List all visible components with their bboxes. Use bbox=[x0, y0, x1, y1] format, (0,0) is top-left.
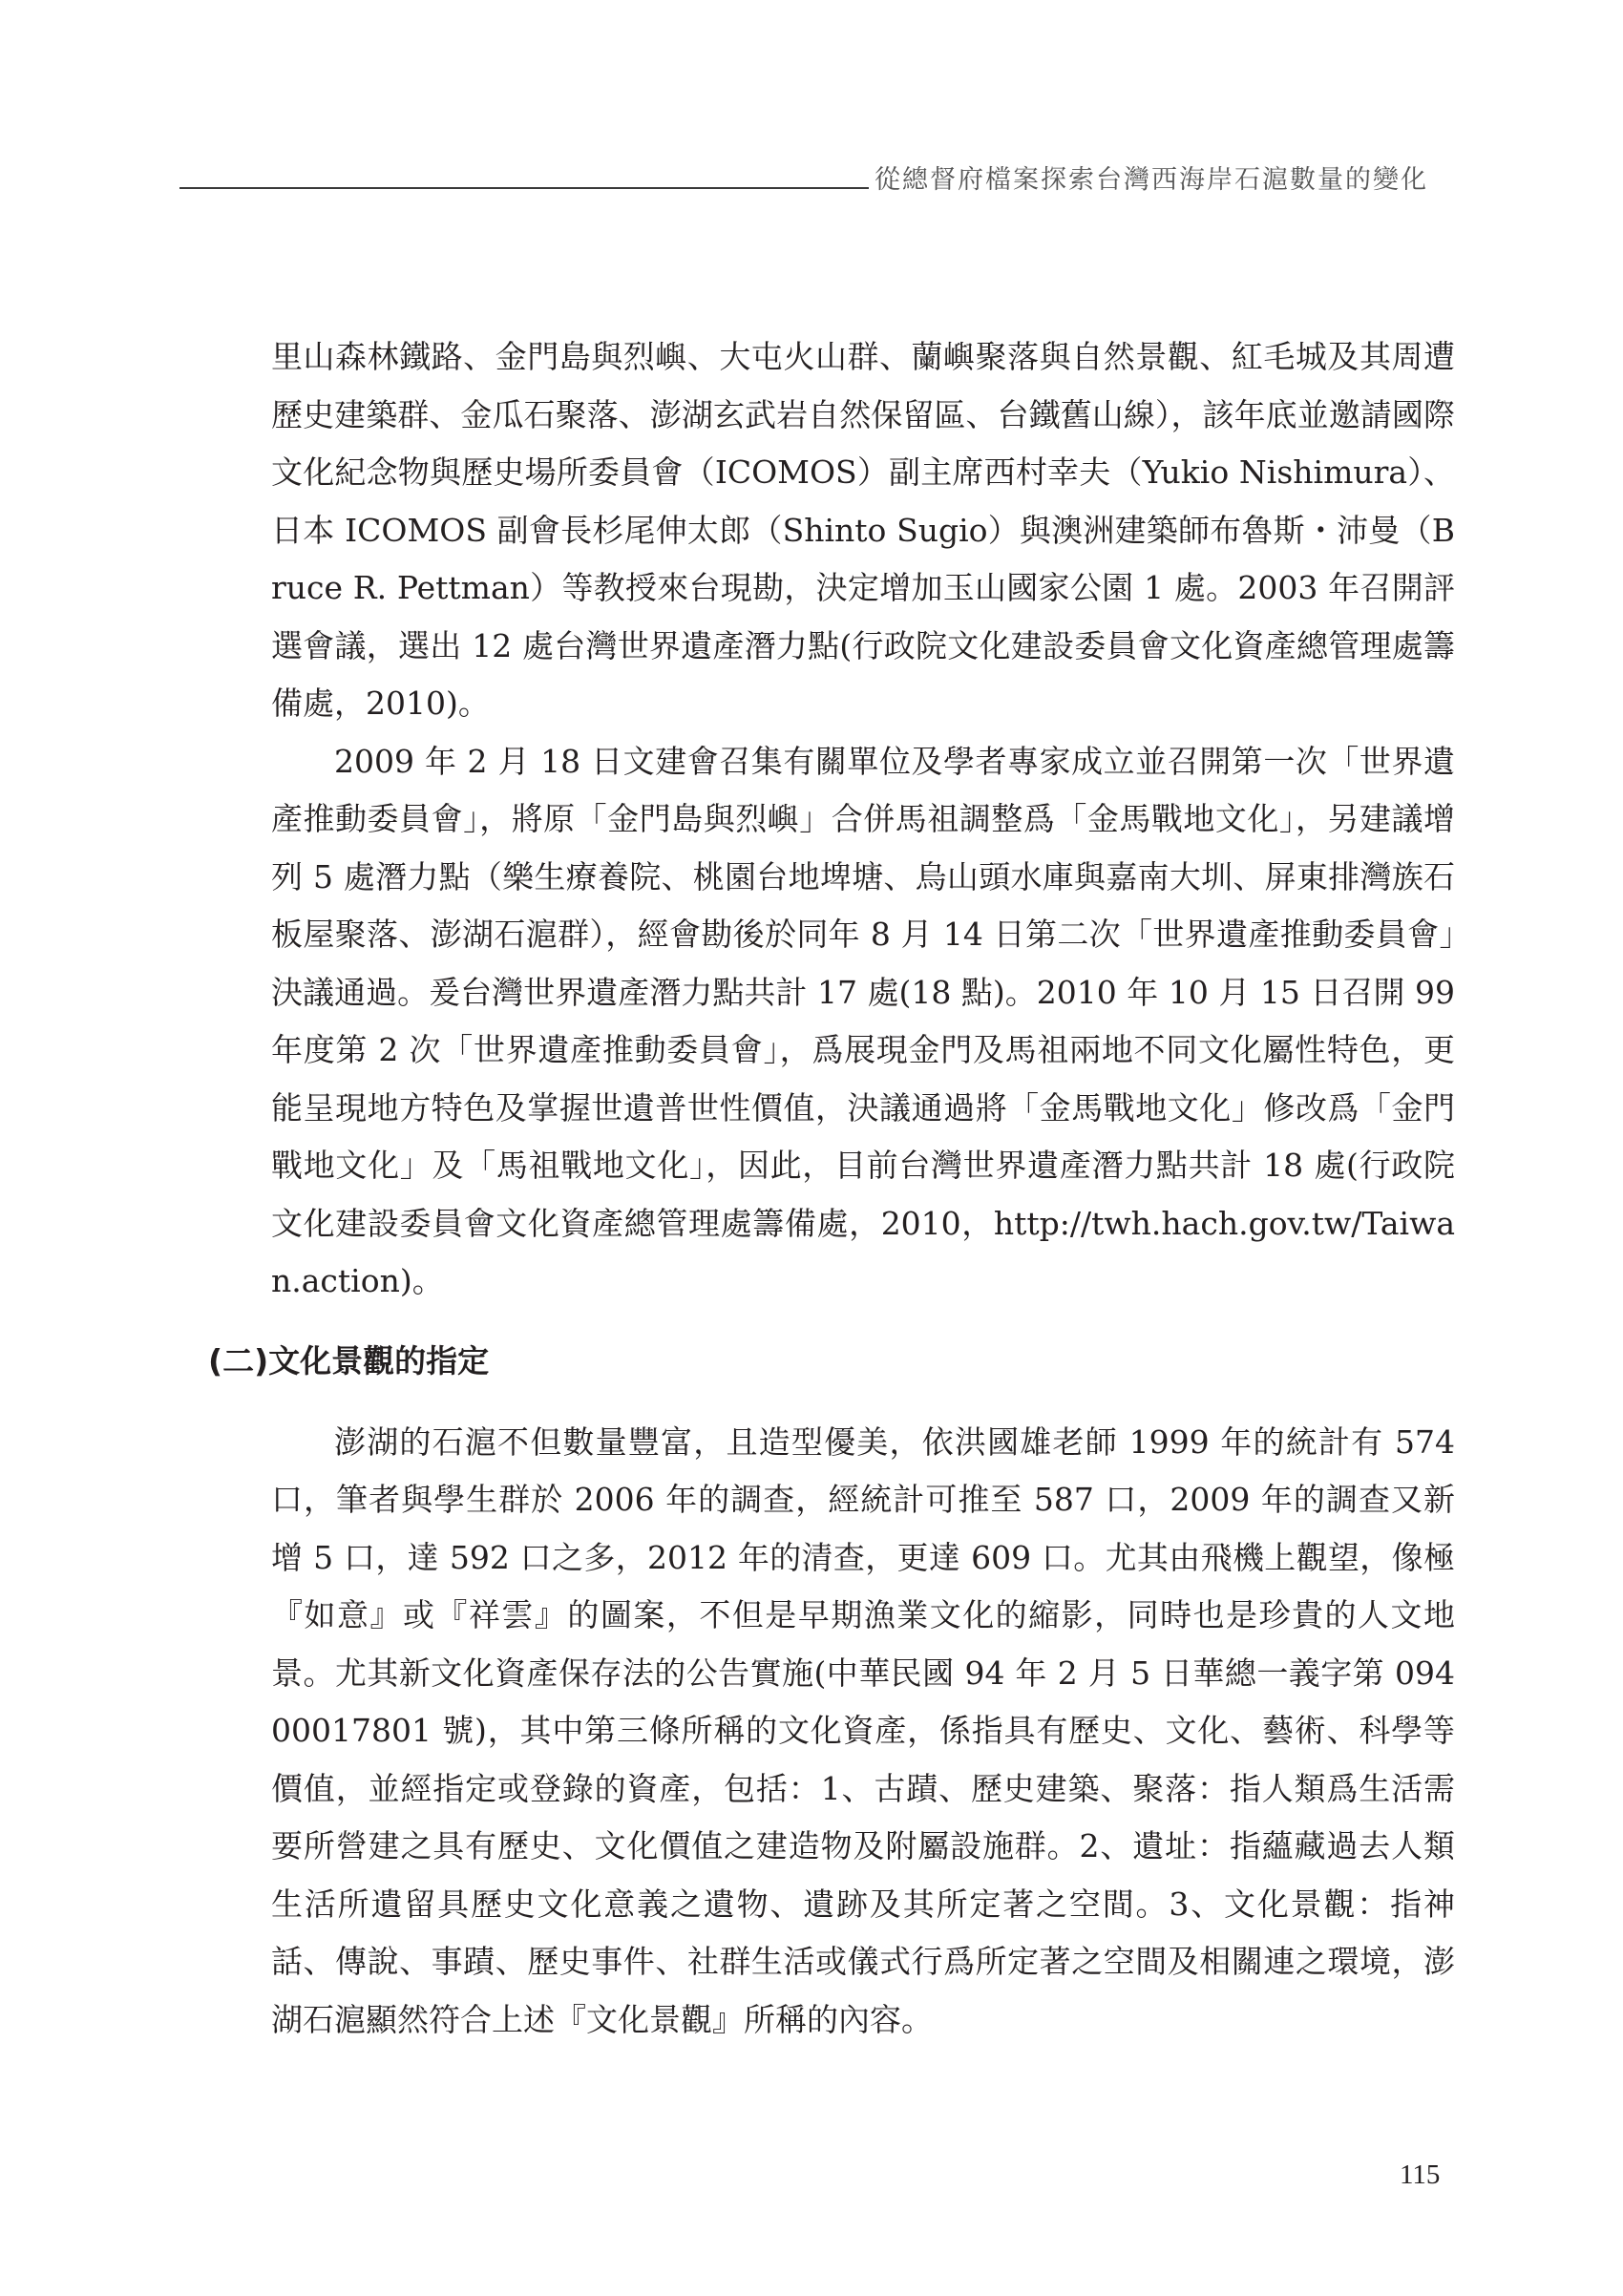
page-number: 115 bbox=[1400, 2159, 1441, 2190]
header-rule bbox=[179, 187, 869, 189]
section-paragraph-1: 澎湖的石滬不但數量豐富，且造型優美，依洪國雄老師 1999 年的統計有 574 口，筆者與學生群於 2006 年的調查，經統計可推至 587 口，2009 年的調查又新增 5 口，達 592 口之多，2012 年的清查，更達 609 口。尤其由飛機上觀望，像極『如意』或『祥雲』的圖案，不但是早期漁業文化的縮影，同時也是珍貴的人文地景。尤其新文化資產保存法的公告實施(中華民國 94 年 2 月 5 日華總一義字第 09400017801 號)，其中第三條所稱的文化資產，係指具有歷史、文化、藝術、科學等價值，並經指定或登錄的資產，包括：1、古蹟、歷史建築、聚落：指人類爲生活需要所營建之具有歷史、文化價值之建造物及附屬設施群。2、遺址：指蘊藏過去人類生活所遺留具歷史文化意義之遺物、遺跡及其所定著之空間。3、文化景觀：指神話、傳說、事蹟、歷史事件、社群生活或儀式行爲所定著之空間及相關連之環境，澎湖石滬顯然符合上述『文化景觀』所稱的內容。 bbox=[271, 1422, 1455, 2038]
body-paragraph-2: 2009 年 2 月 18 日文建會召集有關單位及學者專家成立並召開第一次「世界遺產推動委員會」，將原「金門島與烈嶼」合併馬祖調整爲「金馬戰地文化」，另建議增列 5 處潛力點（樂生療養院、桃園台地埤塘、烏山頭水庫與嘉南大圳、屏東排灣族石板屋聚落、澎湖石滬群），經會勘後於同年 8 月 14 日第二次「世界遺產推動委員會」決議通過。爰台灣世界遺產潛力點共計 17 處(18 點)。2010 年 10 月 15 日召開 99 年度第 2 次「世界遺產推動委員會」，爲展現金門及馬祖兩地不同文化屬性特色，更能呈現地方特色及掌握世遺普世性價值，決議通過將「金馬戰地文化」修改爲「金門戰地文化」及「馬祖戰地文化」，因此，目前台灣世界遺產潛力點共計 18 處(行政院文化建設委員會文化資產總管理處籌備處，2010，http://twh.hach.gov.tw/Taiwan.action)。 bbox=[271, 742, 1455, 1299]
page-body bbox=[208, 328, 1455, 2049]
running-title: 從總督府檔案探索台灣西海岸石滬數量的變化 bbox=[875, 165, 1428, 195]
body-paragraph-1: 里山森林鐵路、金門島與烈嶼、大屯火山群、蘭嶼聚落與自然景觀、紅毛城及其周遭歷史建築群、金瓜石聚落、澎湖玄武岩自然保留區、台鐵舊山線），該年底並邀請國際文化紀念物與歷史場所委員會（ICOMOS）副主席西村幸夫（Yukio Nishimura）、日本 ICOMOS 副會長杉尾伸太郎（Shinto Sugio）與澳洲建築師布魯斯・沛曼（Bruce R. Pettman）等教授來台現勘，決定增加玉山國家公園 1 處。2003 年召開評選會議，選出 12 處台灣世界遺產潛力點(行政院文化建設委員會文化資產總管理處籌備處，2010)。 bbox=[271, 338, 1455, 722]
section-heading: (二)文化景觀的指定 bbox=[208, 1341, 490, 1380]
